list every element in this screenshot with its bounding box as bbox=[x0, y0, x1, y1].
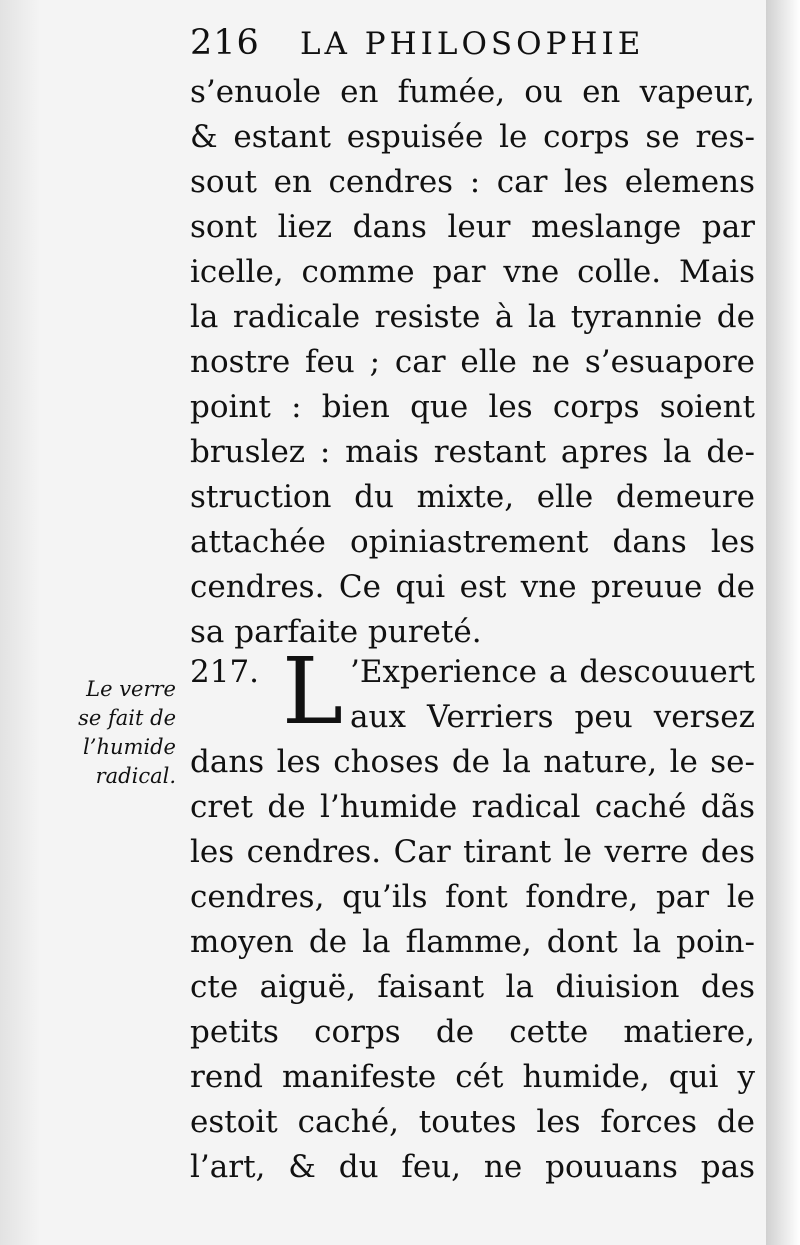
text-line: aux Verriers peu versez bbox=[350, 699, 755, 735]
text-line: s’enuole en fumée, ou en vapeur, bbox=[190, 74, 755, 110]
paragraph-number: 217. bbox=[190, 654, 260, 690]
text-line: dans les choses de la nature, le se- bbox=[190, 744, 755, 780]
text-line: icelle, comme par vne colle. Mais bbox=[190, 254, 755, 290]
text-line: sout en cendres : car les elemens bbox=[190, 164, 755, 200]
text-line: attachée opiniastrement dans les bbox=[190, 524, 755, 560]
text-line: petits corps de cette matiere, bbox=[190, 1014, 755, 1050]
margin-note-line: radical. bbox=[95, 764, 176, 788]
drop-cap: L bbox=[282, 638, 344, 745]
page-edge-shade bbox=[766, 0, 800, 1245]
text-line: point : bien que les corps soient bbox=[190, 389, 755, 425]
page-gutter-shade bbox=[0, 0, 40, 1245]
text-line: la radicale resiste à la tyrannie de bbox=[190, 299, 755, 335]
text-line: l’art, & du feu, ne pouuans pas bbox=[190, 1149, 755, 1185]
text-line: sont liez dans leur meslange par bbox=[190, 209, 755, 245]
text-line: estoit caché, toutes les forces de bbox=[190, 1104, 755, 1140]
page-number: 216 bbox=[190, 23, 260, 63]
text-line: cendres, qu’ils font fondre, par le bbox=[190, 879, 755, 915]
text-line: sa parfaite pureté. bbox=[190, 614, 482, 650]
text-line: cret de l’humide radical caché dãs bbox=[190, 789, 755, 825]
paragraph-217 bbox=[190, 638, 755, 1190]
text-line: les cendres. Car tirant le verre des bbox=[190, 834, 755, 870]
text-line: rend manifeste cét humide, qui y bbox=[190, 1059, 755, 1095]
text-line: cte aiguë, faisant la diuision des bbox=[190, 969, 755, 1005]
page-header bbox=[190, 18, 750, 68]
text-line: bruslez : mais restant apres la de- bbox=[190, 434, 755, 470]
text-line: struction du mixte, elle demeure bbox=[190, 479, 755, 515]
paragraph-1 bbox=[190, 70, 755, 655]
margin-note bbox=[48, 675, 176, 791]
paragraph-first-line bbox=[190, 650, 755, 695]
text-line: moyen de la flamme, dont la poin- bbox=[190, 924, 755, 960]
margin-note-line: Le verre bbox=[86, 677, 176, 701]
running-title: LA PHILOSOPHIE bbox=[299, 26, 645, 62]
text-line: & estant espuisée le corps se res- bbox=[190, 119, 755, 155]
margin-note-line: l’humide bbox=[83, 735, 176, 759]
text-line: cendres. Ce qui est vne preuue de bbox=[190, 569, 755, 605]
text-line: nostre feu ; car elle ne s’esuapore bbox=[190, 344, 755, 380]
text-line: ’Experience a descouuert bbox=[350, 654, 755, 690]
margin-note-line: se fait de bbox=[78, 706, 176, 730]
